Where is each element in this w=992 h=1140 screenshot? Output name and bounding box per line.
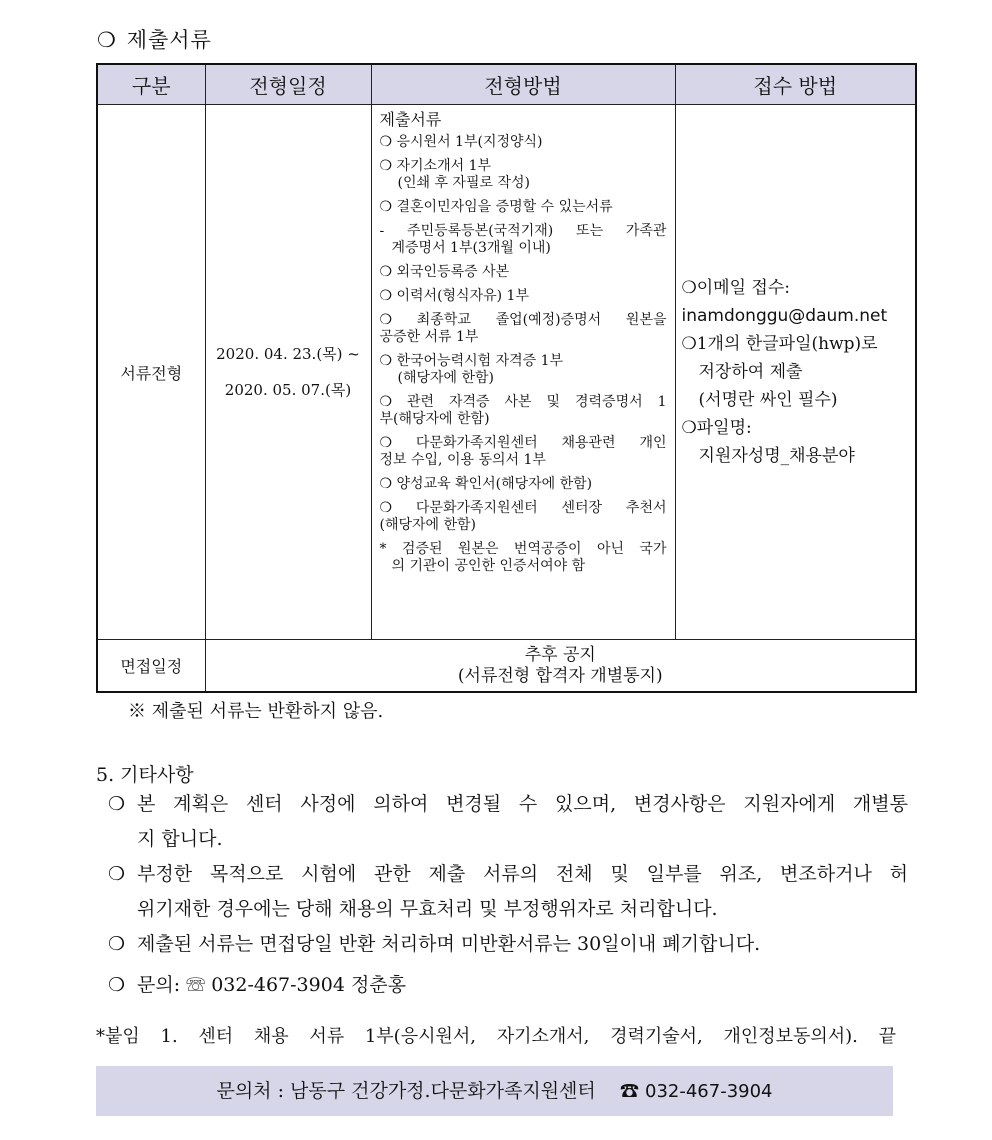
interview-line-2: (서류전형 합격자 개별통지) [457,665,663,686]
list-item: ❍ 다문화가족지원센터 채용관련 개인 정보 수입, 이용 동의서 1부 [379,435,667,468]
list-item: ❍ 응시원서 1부(지정양식) [379,134,543,150]
header-category: 구분 [97,64,205,105]
footer-phone: 032-467-3904 [645,1081,773,1102]
documents-note: ※ 제출된 서류는 반환하지 않음. [128,701,384,722]
list-item: ❍ 양성교육 확인서(해당자에 한함) [379,476,593,492]
receive-email-address: inamdonggu@daum.net [681,306,888,326]
attachment-note: *붙임 1. 센터 채용 서류 1부(응시원서, 자기소개서, 경력기술서, 개인정보동의서). 끝 [96,1026,896,1047]
method-title: 제출서류 [379,110,442,129]
section-title: 5. 기타사항 [96,764,194,786]
table-header-row [97,64,916,105]
list-item: * 검증된 원본은 번역공증이 아닌 국가 의 기관이 공인한 인증서여야 함 [379,541,667,574]
list-item: ❍ 다문화가족지원센터 센터장 추천서 (해당자에 한함) [379,500,667,533]
receive-filename: 지원자성명_채용분야 [698,446,855,466]
circle-bullet-icon: ❍ [97,28,117,52]
list-item: ❍ 이력서(형식자유) 1부 [379,288,529,304]
list-item: - 주민등록등본(국적기재) 또는 가족관 계증명서 1부(3개월 이내) [379,223,667,256]
list-item: ❍ 관련 자격증 사본 및 경력증명서 1 부(해당자에 한함) [379,394,667,427]
list-item: ❍ 제출된 서류는 면접당일 반환 처리하며 미반환서류는 30일이내 폐기합니다. [108,927,908,962]
date-start: 2020. 04. 23.(목) ~ [216,345,360,363]
receive-filename-label: ❍파일명: [681,418,752,438]
footer-label: 문의처 : 남동구 건강가정.다문화가족지원센터 [216,1080,596,1102]
header-receive: 접수 방법 [675,64,916,105]
list-item: ❍ 자기소개서 1부 (인쇄 후 자필로 작성) [379,158,530,191]
list-item: ❍ 부정한 목적으로 시험에 관한 제출 서류의 전체 및 일부를 위조, 변조하거나 허 위기재한 경우에는 당해 채용의 무효처리 및 부정행위자로 처리합니다. [108,857,908,927]
contact-footer [96,1066,893,1116]
receive-email-label: ❍이메일 접수: [681,278,790,298]
interview-line-1: 추후 공지 [524,644,596,665]
row-category: 서류전형 [97,105,205,640]
phone-icon: ☎ [619,1080,639,1102]
list-item: ❍ 최종학교 졸업(예정)증명서 원본을 공증한 서류 1부 [379,312,667,345]
circle-bullet-icon: ❍ [108,933,126,955]
list-item: ❍ 외국인등록증 사본 [379,264,510,280]
receive-signature: (서명란 싸인 필수) [698,390,838,410]
heading-text: 제출서류 [126,28,212,52]
date-end: 2020. 05. 07.(목) [224,381,352,399]
circle-bullet-icon: ❍ [108,863,126,885]
interview-schedule [205,640,916,693]
section-heading [97,24,212,54]
circle-bullet-icon: ❍ [108,793,126,815]
circle-bullet-icon: ❍ [108,974,126,996]
header-schedule: 전형일정 [205,64,371,105]
documents-table [96,63,917,693]
row-category: 면접일정 [97,640,205,693]
list-item: ❍ 본 계획은 센터 사정에 의하여 변경될 수 있으며, 변경사항은 지원자에게 개별통 지 합니다. [108,787,908,857]
list-item: ❍ 문의: ☏ 032-467-3904 정춘홍 [108,968,908,1003]
receive-file-format-2: 저장하여 제출 [698,362,803,382]
list-item: ❍ 결혼이민자임을 증명할 수 있는서류 [379,199,613,215]
row-receive [675,105,916,640]
header-method: 전형방법 [371,64,675,105]
receive-file-format: ❍1개의 한글파일(hwp)로 [681,334,878,354]
table-row [97,640,916,693]
list-item: ❍ 한국어능력시험 자격증 1부 (해당자에 한함) [379,353,564,386]
row-method [371,105,675,640]
table-row [97,105,916,640]
row-schedule [205,105,371,640]
